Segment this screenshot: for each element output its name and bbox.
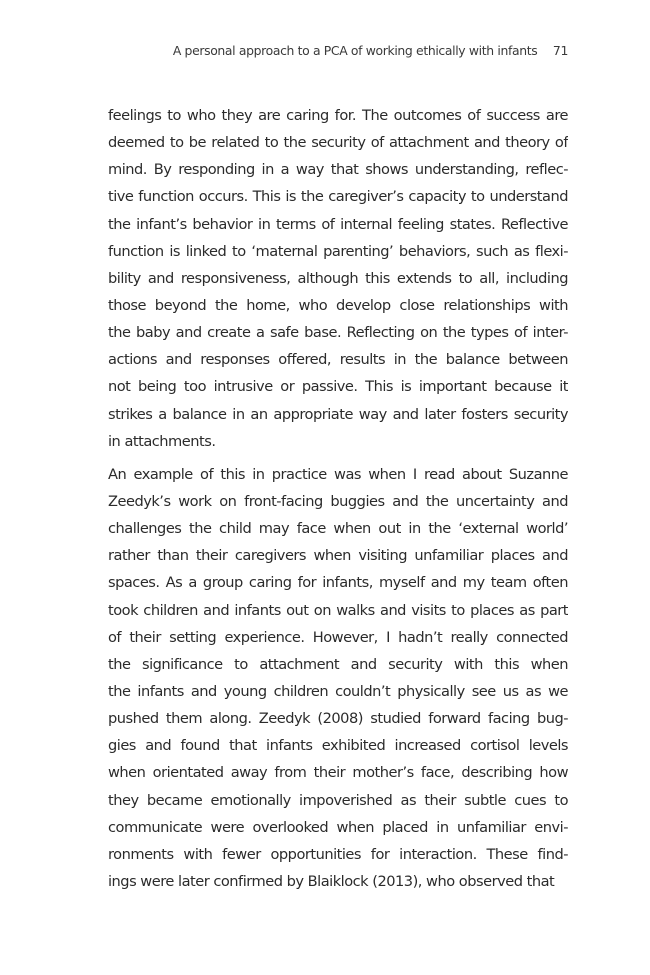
text-line: function is linked to ‘maternal parenting’ behaviors, such as flexi- xyxy=(108,242,568,260)
text-line: in attachments. xyxy=(108,432,216,450)
paragraph xyxy=(108,461,568,895)
text-line: strikes a balance in an appropriate way and later fosters security xyxy=(108,405,568,423)
text-line: not being too intrusive or passive. This is important because it xyxy=(108,378,568,396)
text-line: feelings to who they are caring for. The outcomes of success are xyxy=(108,107,568,124)
text-line: bility and responsiveness, although this extends to all, including xyxy=(108,269,568,287)
text-line: those beyond the home, who develop close relationships with xyxy=(108,296,568,314)
text-line: when orientated away from their mother’s face, describing how xyxy=(108,764,568,782)
text-line: gies and found that infants exhibited increased cortisol levels xyxy=(108,737,568,755)
text-line: the infant’s behavior in terms of internal feeling states. Reflective xyxy=(108,215,568,233)
text-line: ronments with fewer opportunities for interaction. These find- xyxy=(108,845,568,863)
text-line: challenges the child may face when out in the ‘external world’ xyxy=(108,520,568,538)
text-line: the significance to attachment and security with this when xyxy=(108,655,568,673)
text-line: took children and infants out on walks and visits to places as part xyxy=(108,601,568,619)
running-head xyxy=(88,43,568,58)
text-line: actions and responses offered, results in the balance between xyxy=(108,351,568,369)
page-number: 71 xyxy=(552,43,568,58)
text-line: deemed to be related to the security of attachment and theory of xyxy=(108,134,568,152)
text-line: spaces. As a group caring for infants, myself and my team often xyxy=(108,574,568,592)
paragraph xyxy=(108,102,568,455)
text-line: of their setting experience. However, I hadn’t really connected xyxy=(108,628,568,646)
text-line: mind. By responding in a way that shows understanding, reflec- xyxy=(108,161,568,179)
text-line: tive function occurs. This is the caregiver’s capacity to understand xyxy=(108,188,568,206)
text-line: they became emotionally impoverished as their subtle cues to xyxy=(108,791,568,809)
text-line: ings were later confirmed by Blaiklock (2013), who observed that xyxy=(108,872,555,890)
text-line: Zeedyk’s work on front-facing buggies and the uncertainty and xyxy=(108,492,568,510)
text-line: pushed them along. Zeedyk (2008) studied forward facing bug- xyxy=(108,710,568,728)
running-head-title: A personal approach to a PCA of working ethically with infants xyxy=(172,43,538,58)
text-line: An example of this in practice was when I read about Suzanne xyxy=(108,465,568,483)
text-line: the baby and create a safe base. Reflecting on the types of inter- xyxy=(108,324,568,342)
text-line: communicate were overlooked when placed in unfamiliar envi- xyxy=(108,818,568,836)
text-line: the infants and young children couldn’t physically see us as we xyxy=(108,682,568,700)
text-line: rather than their caregivers when visiting unfamiliar places and xyxy=(108,547,568,565)
body-text xyxy=(108,102,568,895)
